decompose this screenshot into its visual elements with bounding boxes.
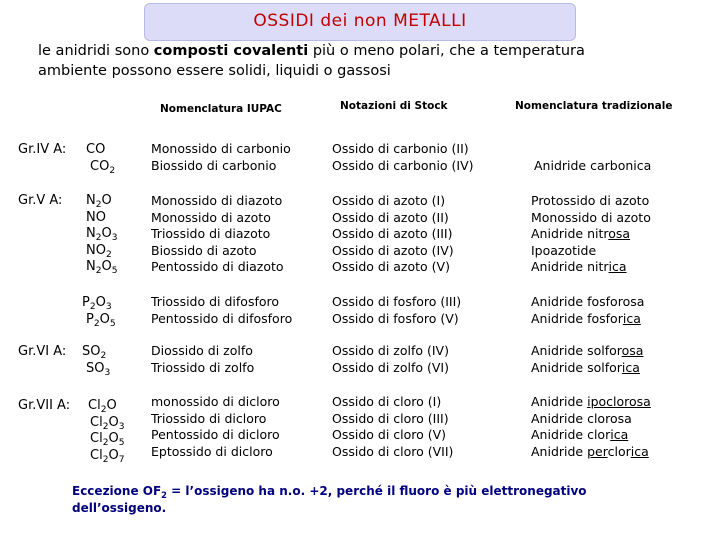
stock-p2o5: Ossido di fosforo (V) bbox=[332, 310, 459, 326]
trad-block-s bbox=[531, 343, 643, 376]
trad-cl2o3: Anidride clorosa bbox=[531, 410, 632, 426]
stock-block-s bbox=[332, 343, 449, 376]
trad-co2: Anidride carbonica bbox=[534, 158, 652, 173]
stock-n2o5: Ossido di azoto (V) bbox=[332, 259, 450, 275]
formula-n2o5: $N_2O_5$ bbox=[86, 259, 118, 277]
footnote-line2: dell’ossigeno. bbox=[72, 501, 167, 515]
intro-text bbox=[38, 41, 585, 81]
trad-p2o3: Anidride fosforosa bbox=[531, 294, 645, 309]
formula-cl2o3: $Cl_2O_3$ bbox=[90, 414, 125, 432]
header-trad: Nomenclatura tradizionale bbox=[515, 100, 673, 112]
trad-cl2o7: Anidride perclorica bbox=[531, 443, 649, 459]
group-label-iv: Gr.IV A: bbox=[18, 142, 67, 157]
iupac-block-n bbox=[151, 193, 284, 276]
intro-line1-pre: le anidridi sono bbox=[38, 43, 154, 59]
formula-block-s bbox=[82, 344, 110, 377]
footnote bbox=[72, 483, 587, 517]
trad-n2o3: Anidride nitrosa bbox=[531, 226, 631, 242]
header-iupac: Nomenclatura IUPAC bbox=[160, 103, 282, 115]
iupac-p2o3: Triossido di difosforo bbox=[151, 294, 280, 309]
trad-n2o5: Anidride nitrica bbox=[531, 259, 627, 275]
header-stock: Notazioni di Stock bbox=[340, 100, 448, 112]
footnote-pre: Eccezione OF bbox=[72, 484, 162, 498]
trad-so3: Anidride solforica bbox=[531, 359, 640, 375]
intro-line1-bold: composti covalenti bbox=[153, 43, 309, 59]
iupac-block-iv bbox=[151, 141, 291, 174]
stock-cl2o5: Ossido di cloro (V) bbox=[332, 427, 447, 443]
stock-block-iv bbox=[332, 141, 474, 174]
title-box bbox=[144, 3, 576, 41]
stock-cl2o: Ossido di cloro (I) bbox=[332, 394, 442, 409]
formula-block-n bbox=[86, 193, 118, 276]
trad-cl2o5: Anidride clorica bbox=[531, 427, 629, 443]
formula-co: CO bbox=[86, 142, 106, 157]
iupac-n2o5: Pentossido di diazoto bbox=[151, 259, 284, 275]
formula-no2: $NO_2$ bbox=[86, 242, 112, 260]
trad-no2: Ipoazotide bbox=[531, 242, 597, 258]
stock-p2o3: Ossido di fosforo (III) bbox=[332, 294, 462, 309]
trad-so2: Anidride solforosa bbox=[531, 343, 644, 358]
stock-so2: Ossido di zolfo (IV) bbox=[332, 343, 449, 358]
footnote-post: = l’ossigeno ha n.o. +2, perché il fluoro è più elettronegativo bbox=[167, 484, 587, 498]
formula-n2o: $N_2O$ bbox=[86, 193, 112, 210]
stock-so3: Ossido di zolfo (VI) bbox=[332, 359, 449, 375]
trad-no: Monossido di azoto bbox=[531, 209, 651, 225]
stock-no2: Ossido di azoto (IV) bbox=[332, 242, 454, 258]
stock-co: Ossido di carbonio (II) bbox=[332, 141, 469, 156]
group-label-v: Gr.V A: bbox=[18, 193, 63, 208]
iupac-no2: Biossido di azoto bbox=[151, 242, 257, 258]
formula-block-p bbox=[82, 295, 116, 328]
stock-co2: Ossido di carbonio (IV) bbox=[332, 157, 474, 173]
iupac-block-p bbox=[151, 294, 292, 327]
iupac-cl2o3: Triossido di dicloro bbox=[151, 410, 267, 426]
formula-so2: $SO_2$ bbox=[82, 344, 107, 361]
iupac-n2o: Monossido di diazoto bbox=[151, 193, 283, 208]
formula-cl2o: $Cl_2O$ bbox=[88, 398, 117, 415]
trad-block-cl bbox=[531, 394, 651, 460]
iupac-block-cl bbox=[151, 394, 280, 460]
stock-n2o: Ossido di azoto (I) bbox=[332, 193, 446, 208]
formula-cl2o7: $Cl_2O_7$ bbox=[90, 447, 125, 465]
trad-n2o: Protossido di azoto bbox=[531, 193, 650, 208]
formula-p2o5: $P_2O_5$ bbox=[86, 311, 116, 329]
group-label-vi: Gr.VI A: bbox=[18, 344, 67, 359]
formula-n2o3: $N_2O_3$ bbox=[86, 226, 118, 244]
trad-cl2o: Anidride ipoclorosa bbox=[531, 394, 651, 409]
stock-block-n bbox=[332, 193, 454, 276]
formula-no: NO bbox=[86, 209, 106, 225]
iupac-n2o3: Triossido di diazoto bbox=[151, 226, 271, 242]
page-title: OSSIDI dei non METALLI bbox=[253, 11, 467, 31]
iupac-cl2o: monossido di dicloro bbox=[151, 394, 280, 409]
iupac-so2: Diossido di zolfo bbox=[151, 343, 253, 358]
iupac-cl2o7: Eptossido di dicloro bbox=[151, 443, 273, 459]
stock-no: Ossido di azoto (II) bbox=[332, 209, 449, 225]
iupac-co2: Biossido di carbonio bbox=[151, 157, 277, 173]
iupac-cl2o5: Pentossido di dicloro bbox=[151, 427, 280, 443]
formula-co2: $CO_2$ bbox=[90, 159, 116, 176]
formula-p2o3: $P_2O_3$ bbox=[82, 295, 112, 312]
formula-block-cl bbox=[88, 398, 125, 464]
trad-p2o5: Anidride fosforica bbox=[531, 310, 641, 326]
footnote-sub: 2 bbox=[161, 490, 167, 500]
formula-so3: $SO_3$ bbox=[86, 360, 111, 378]
group-label-vii: Gr.VII A: bbox=[18, 398, 71, 413]
stock-cl2o7: Ossido di cloro (VII) bbox=[332, 443, 454, 459]
intro-line1-post: più o meno polari, che a temperatura bbox=[308, 43, 585, 59]
iupac-p2o5: Pentossido di difosforo bbox=[151, 310, 293, 326]
intro-line2: ambiente possono essere solidi, liquidi o gassosi bbox=[38, 63, 391, 79]
stock-block-p bbox=[332, 294, 461, 327]
stock-block-cl bbox=[332, 394, 453, 460]
trad-block-p bbox=[531, 294, 644, 327]
stock-cl2o3: Ossido di cloro (III) bbox=[332, 410, 449, 426]
formula-cl2o5: $Cl_2O_5$ bbox=[90, 431, 125, 449]
iupac-so3: Triossido di zolfo bbox=[151, 359, 255, 375]
trad-block-n bbox=[531, 193, 651, 276]
iupac-block-s bbox=[151, 343, 254, 376]
iupac-co: Monossido di carbonio bbox=[151, 141, 291, 156]
stock-n2o3: Ossido di azoto (III) bbox=[332, 226, 453, 242]
iupac-no: Monossido di azoto bbox=[151, 209, 271, 225]
